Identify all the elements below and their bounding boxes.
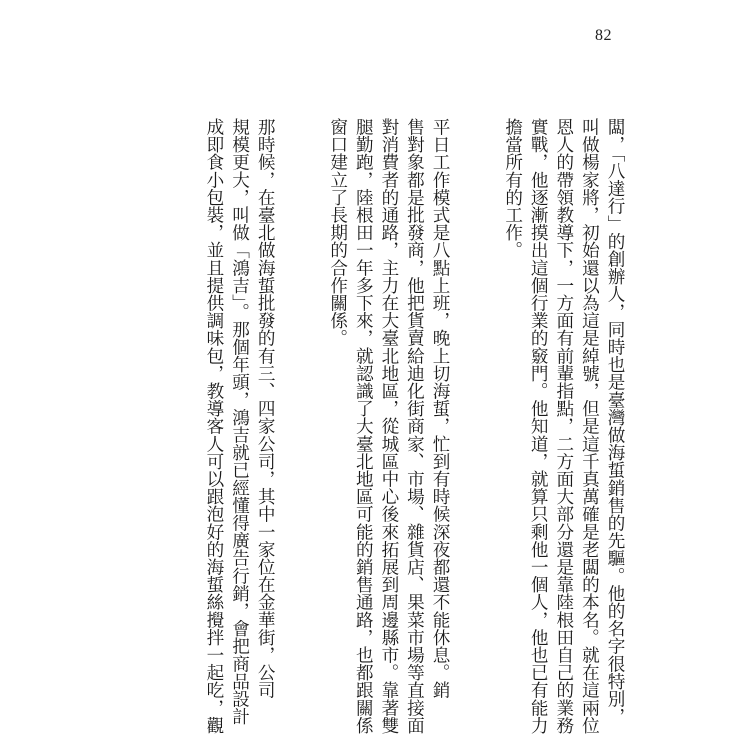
vertical-text-block [200,118,627,734]
paragraph-gap [489,118,499,126]
text-line: 闆，「八達行」的創辦人，同時也是臺灣做海蜇銷售的先驅。他的名字很特別， [605,118,625,726]
text-line: 對消費者的通路，主力在大臺北地區，從城區中心後來拓展到周邊縣市。靠著雙 [378,118,399,734]
text-line: 平日工作模式是八點上班，晚上切海蜇，忙到有時候深夜都還不能休息。銷 [430,118,451,699]
text-line: 擔當所有的工作。 [502,118,523,259]
text-line: 規模更大，叫做「鴻吉」。那個年頭，鴻吉就已經懂得廣告行銷，會把商品設計 [229,118,250,726]
text-line: 售對象都是批發商，他把貨賣給迪化街商家、市場、雜貨店、果菜市場等直接面 [404,118,425,734]
text-line: 恩人的帶領教導下，一方面有前輩指點，二方面大部分還是靠陸根田自己的業務 [553,118,574,734]
paragraph-gap [314,118,324,126]
text-line: 叫做楊家將，初始還以為這是綽號，但是這千真萬確是老闆的本名。就在這兩位 [579,118,600,734]
page-number: 82 [595,27,612,44]
text-line: 腿勤跑，陸根田一年多下來，就認識了大臺北地區可能的銷售通路，也都跟關係 [353,118,374,734]
text-line: 窗口建立了長期的合作關係。 [327,118,348,347]
text-line: 成即食小包裝，並且提供調味包，教導客人可以跟泡好的海蜇絲攪拌一起吃，觀 [203,118,224,734]
text-line: 那時候，在臺北做海蜇批發的有三、四家公司，其中一家位在金華街，公司 [255,118,276,699]
text-line: 實戰，他逐漸摸出這個行業的竅門。他知道，就算只剩他一個人，他也已有能力 [528,118,549,734]
